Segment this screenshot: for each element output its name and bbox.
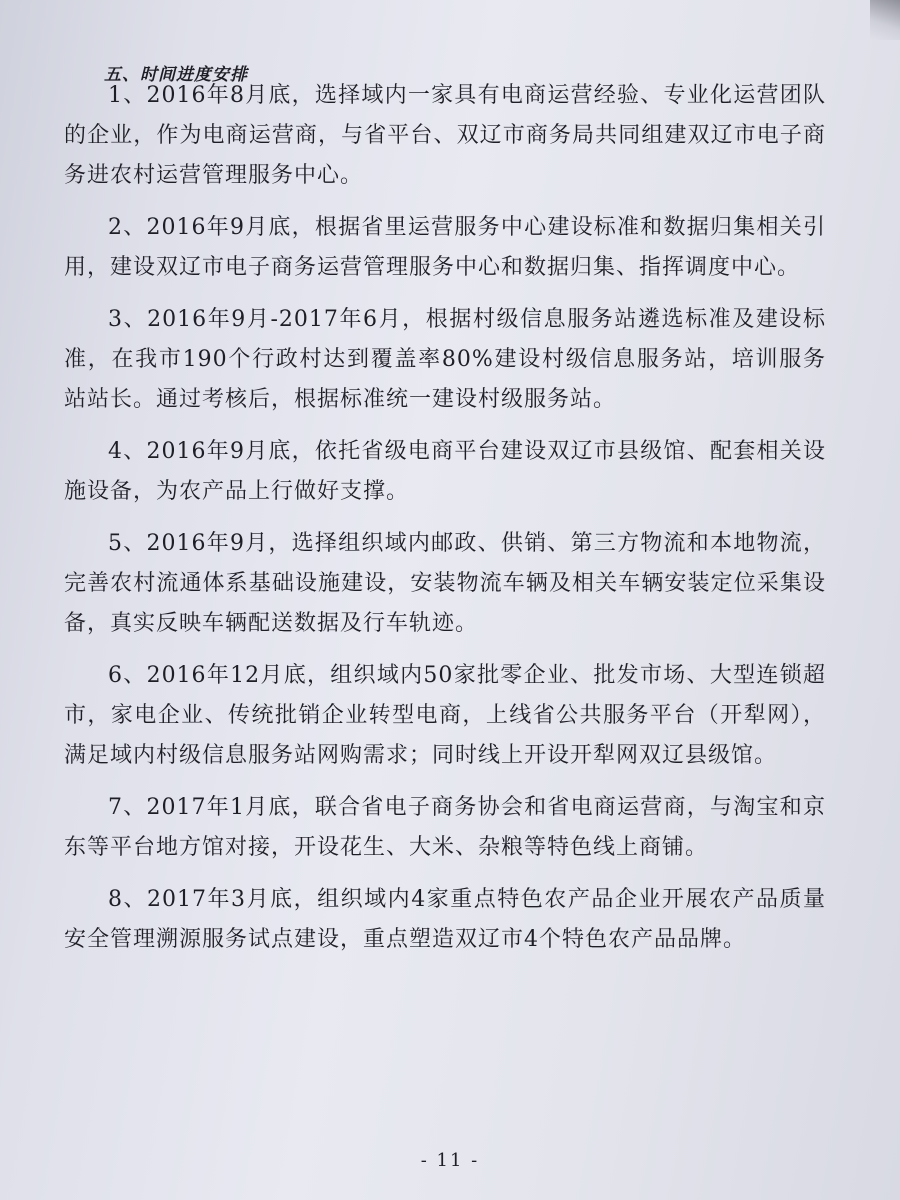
document-body (64, 76, 826, 972)
paragraph-2: 2、2016年9月底，根据省里运营服务中心建设标准和数据归集相关引用，建设双辽市电子商务运营管理服务中心和数据归集、指挥调度中心。 (64, 215, 826, 280)
section-heading: 五、时间进度安排 (104, 65, 248, 85)
paragraph-4: 4、2016年9月底，依托省级电商平台建设双辽市县级馆、配套相关设施设备，为农产品上行做好支撑。 (64, 439, 826, 504)
paragraph-5: 5、2016年9月，选择组织域内邮政、供销、第三方物流和本地物流，完善农村流通体系基础设施建设，安装物流车辆及相关车辆安装定位采集设备，真实反映车辆配送数据及行车轨迹。 (64, 531, 826, 636)
page-number: - 11 - (420, 1150, 480, 1171)
paragraph-8: 8、2017年3月底，组织域内4家重点特色农产品企业开展农产品质量安全管理溯源服务试点建设，重点塑造双辽市4个特色农产品品牌。 (64, 887, 826, 952)
paragraph-6: 6、2016年12月底，组织域内50家批零企业、批发市场、大型连锁超市，家电企业、传统批销企业转型电商，上线省公共服务平台（开犁网），满足域内村级信息服务站网购需求；同时线上开设开犁网双辽县级馆。 (64, 663, 826, 768)
paragraph-3: 3、2016年9月-2017年6月，根据村级信息服务站遴选标准及建设标准，在我市190个行政村达到覆盖率80%建设村级信息服务站，培训服务站站长。通过考核后，根据标准统一建设村级服务站。 (64, 307, 826, 412)
paragraph-1: 1、2016年8月底，选择域内一家具有电商运营经验、专业化运营团队的企业，作为电商运营商，与省平台、双辽市商务局共同组建双辽市电子商务进农村运营管理服务中心。 (64, 83, 826, 188)
page-corner-shadow (870, 0, 900, 40)
paragraph-7: 7、2017年1月底，联合省电子商务协会和省电商运营商，与淘宝和京东等平台地方馆对接，开设花生、大米、杂粮等特色线上商铺。 (64, 795, 826, 860)
